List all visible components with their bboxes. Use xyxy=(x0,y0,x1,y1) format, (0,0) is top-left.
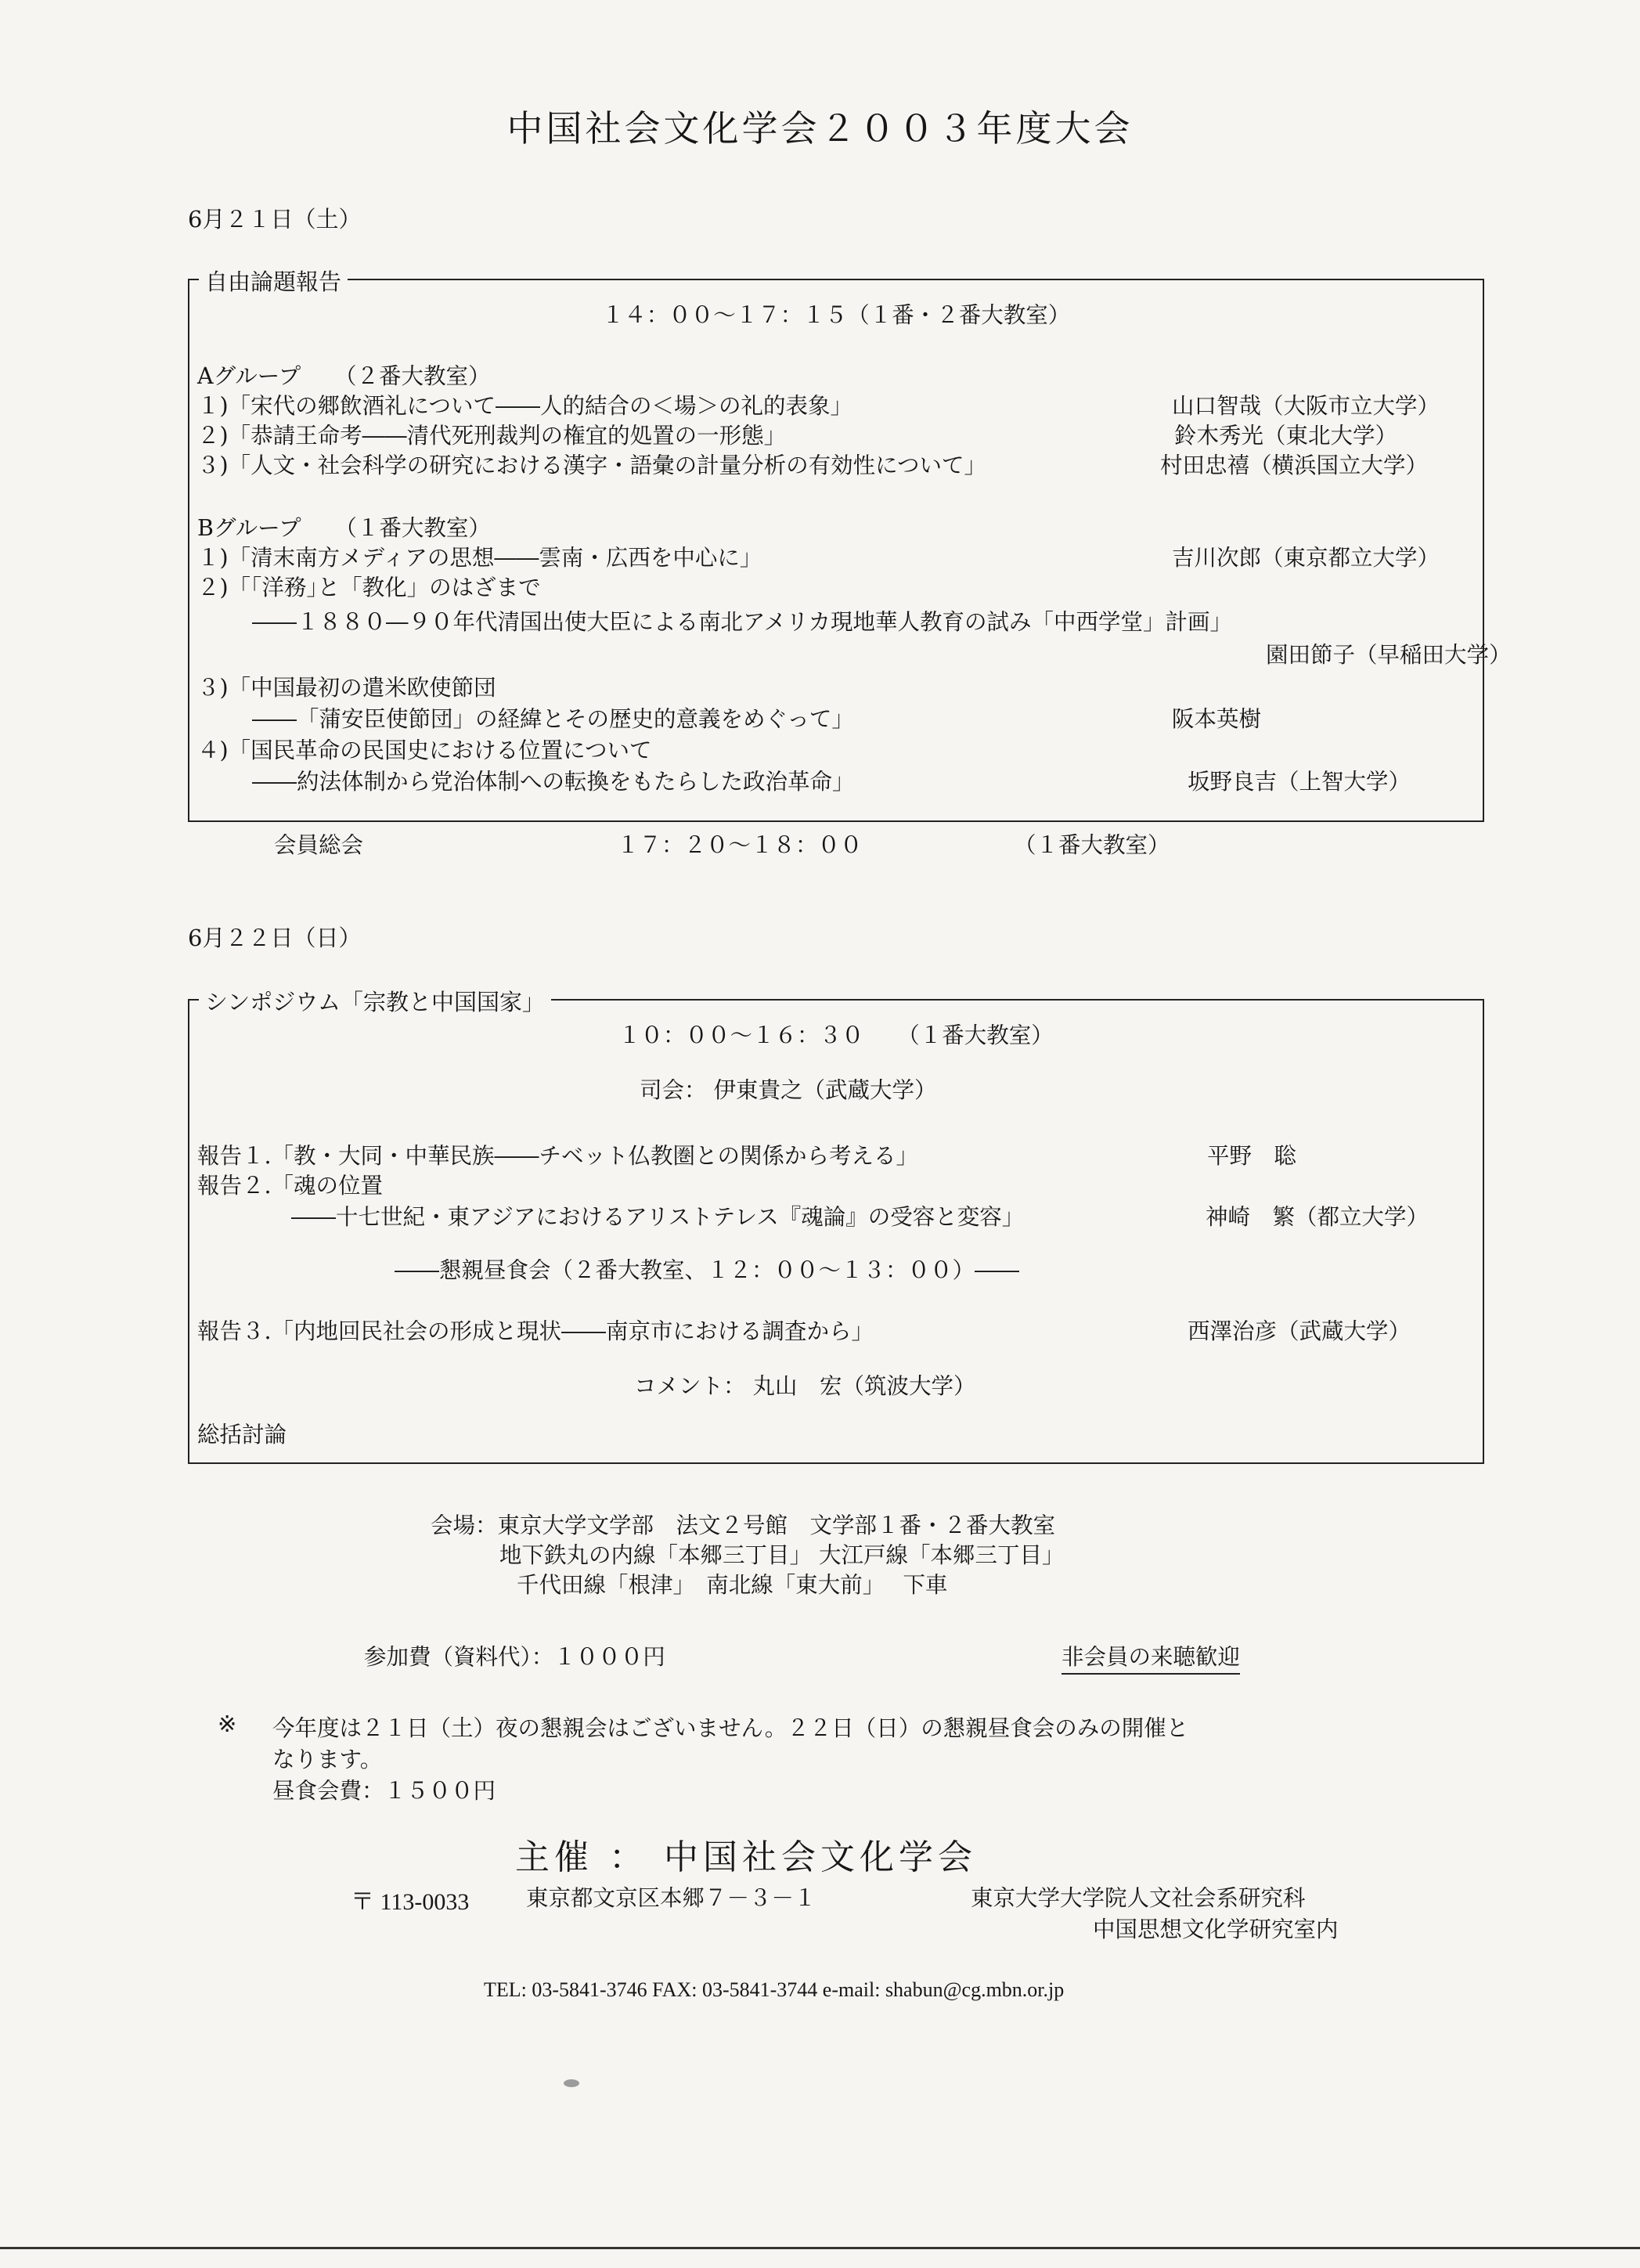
note-line-1: 今年度は２１日（土）夜の懇親会はございません。２２日（日）の懇親昼食会のみの開催と xyxy=(272,1715,1189,1741)
symposium-box xyxy=(188,989,1484,1464)
lunch-notice: ――懇親昼食会（２番大教室、１２：００～１３：００）―― xyxy=(395,1257,1020,1283)
general-meeting-time: １７：２０～１８：００ xyxy=(617,832,863,858)
group-b-item-3-speaker: 阪本英樹 xyxy=(1172,706,1262,732)
comment: コメント： 丸山 宏（筑波大学） xyxy=(634,1373,976,1399)
report-3-speaker: 西澤治彦（武蔵大学） xyxy=(1188,1318,1411,1344)
report-1-title: 報告１.「教・大同・中華民族――チベット仏教圏との関係から考える」 xyxy=(197,1143,919,1169)
venue-line-2: 地下鉄丸の内線「本郷三丁目」 大江戸線「本郷三丁目」 xyxy=(499,1542,1065,1568)
symposium-chair: 司会： 伊東貴之（武蔵大学） xyxy=(640,1077,937,1103)
general-meeting-label: 会員総会 xyxy=(274,832,364,858)
report-2-title: 報告２.「魂の位置 xyxy=(197,1173,384,1199)
institution-line-1: 東京大学大学院人文社会系研究科 xyxy=(971,1885,1306,1911)
institution-line-2: 中国思想文化学研究室内 xyxy=(1093,1916,1339,1942)
general-meeting-room: （１番大教室） xyxy=(1014,832,1170,858)
group-a-item-3-title: ３)「人文・社会科学の研究における漢字・語彙の計量分析の有効性について」 xyxy=(197,453,987,478)
group-b-item-2-speaker: 園田節子（早稲田大学） xyxy=(1266,642,1512,668)
note-mark: ※ xyxy=(218,1711,237,1737)
free-reports-time: １４：００～１７：１５（１番・２番大教室） xyxy=(601,302,1071,328)
group-b-item-4-sub: ――約法体制から党治体制への転換をもたらした政治革命」 xyxy=(252,769,855,795)
group-b-item-4-title: ４)「国民革命の民国史における位置について xyxy=(197,737,652,763)
address: 東京都文京区本郷７－３－１ xyxy=(526,1885,816,1911)
page-title: 中国社会文化学会２００３年度大会 xyxy=(506,107,1134,150)
symposium-time: １０：００～１６：３０ （１番大教室） xyxy=(618,1022,1054,1048)
group-b-item-3-sub: ――「蒲安臣使節団」の経緯とその歴史的意義をめぐって」 xyxy=(252,706,854,732)
group-b-header: Bグループ （１番大教室） xyxy=(197,515,491,541)
organizer-title: 主催 ： 中国社会文化学会 xyxy=(515,1837,977,1877)
postal-code: 〒 113-0033 xyxy=(351,1889,470,1915)
note-line-2: なります。 xyxy=(272,1747,383,1772)
day2-date: 6月２２日（日） xyxy=(188,925,362,951)
report-2-speaker: 神崎 繁（都立大学） xyxy=(1206,1204,1429,1230)
report-2-sub: ――十七世紀・東アジアにおけるアリストテレス『魂論』の受容と変容」 xyxy=(291,1204,1025,1230)
report-3-title: 報告３.「内地回民社会の形成と現状――南京市における調査から」 xyxy=(197,1318,874,1344)
welcome-notice: 非会員の来聴歓迎 xyxy=(1061,1639,1240,1675)
venue-line-3: 千代田線「根津」 南北線「東大前」 下車 xyxy=(517,1572,948,1598)
group-b-item-2-title: ２)「｢洋務｣と「教化」のはざまで xyxy=(197,575,541,600)
paper-speck xyxy=(564,2079,579,2087)
group-b-item-3-title: ３)「中国最初の遣米欧使節団 xyxy=(197,675,496,701)
group-b-item-1-speaker: 吉川次郎（東京都立大学） xyxy=(1172,545,1440,571)
group-a-item-1-title: １)「宋代の郷飲酒礼について――人的結合の＜場＞の礼的表象」 xyxy=(197,393,853,419)
fee-label: 参加費（資料代）：１０００円 xyxy=(364,1644,665,1670)
note-line-3: 昼食会費：１５００円 xyxy=(272,1778,496,1804)
page-bottom-edge xyxy=(0,2247,1640,2249)
free-reports-legend: 自由論題報告 xyxy=(199,265,348,297)
group-a-item-2-title: ２)「恭請王命考――清代死刑裁判の権宜的処置の一形態」 xyxy=(197,423,787,449)
contact-info: TEL: 03-5841-3746 FAX: 03-5841-3744 e-mail: shabun@cg.mbn.or.jp xyxy=(484,1978,1065,2001)
day1-date: 6月２１日（土） xyxy=(188,206,362,233)
report-1-speaker: 平野 聡 xyxy=(1207,1143,1297,1169)
group-a-item-3-speaker: 村田忠禧（横浜国立大学） xyxy=(1160,453,1429,478)
group-b-item-1-title: １)「清末南方メディアの思想――雲南・広西を中心に」 xyxy=(197,545,762,571)
general-discussion: 総括討論 xyxy=(197,1422,287,1448)
group-a-item-2-speaker: 鈴木秀光（東北大学） xyxy=(1174,423,1398,449)
group-b-item-2-sub: ――１８８０―９０年代清国出使大臣による南北アメリカ現地華人教育の試み「中西学堂」計画」 xyxy=(252,609,1233,635)
free-reports-box xyxy=(188,269,1512,822)
group-a-item-1-speaker: 山口智哉（大阪市立大学） xyxy=(1172,393,1440,419)
symposium-legend: シンポジウム「宗教と中国国家」 xyxy=(199,985,551,1017)
group-b-item-4-speaker: 坂野良吉（上智大学） xyxy=(1188,769,1411,795)
venue-line-1: 会場：東京大学文学部 法文２号館 文学部１番・２番大教室 xyxy=(431,1513,1056,1538)
group-a-header: Aグループ （２番大教室） xyxy=(197,363,491,389)
